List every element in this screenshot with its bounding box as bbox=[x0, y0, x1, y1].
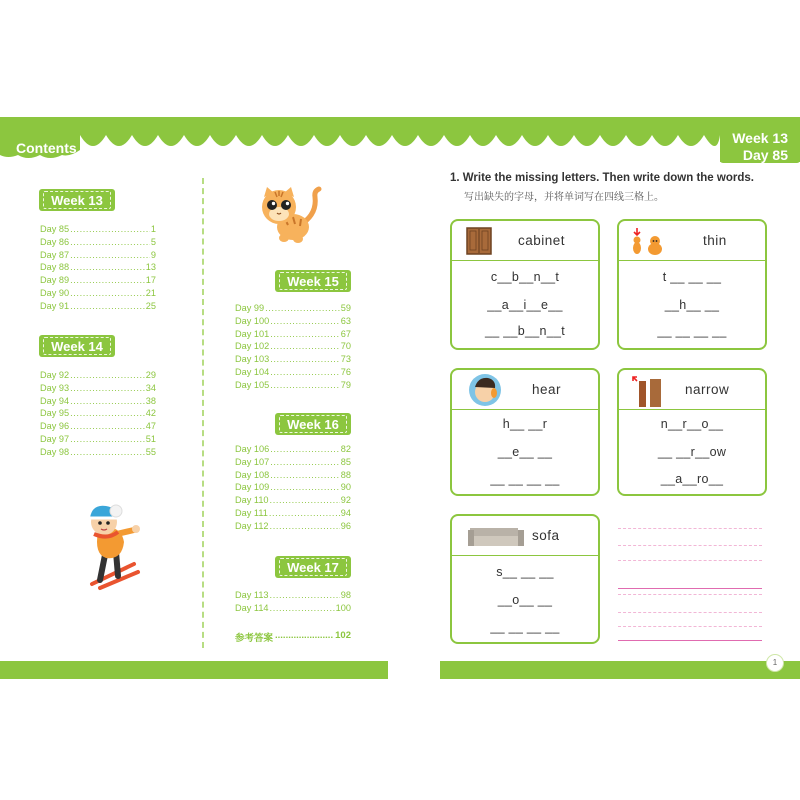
toc-entry bbox=[40, 434, 156, 447]
card-line-2: __h__ __ bbox=[664, 298, 720, 312]
toc-entry bbox=[40, 237, 156, 250]
toc-leader bbox=[270, 444, 340, 454]
toc-entry bbox=[40, 370, 156, 383]
tiger-icon bbox=[255, 183, 327, 245]
word-card-cabinet bbox=[450, 219, 600, 350]
toc-leader bbox=[70, 224, 150, 234]
toc-leader bbox=[265, 303, 340, 313]
toc-entry bbox=[40, 262, 156, 275]
card-line-3: __a__ro__ bbox=[660, 472, 724, 486]
toc-leader bbox=[70, 447, 145, 457]
word-card-thin bbox=[617, 219, 767, 350]
toc-entry bbox=[235, 470, 351, 483]
toc-day: Day 114 bbox=[235, 602, 269, 613]
toc-leader bbox=[269, 508, 340, 518]
card-word: sofa bbox=[532, 528, 560, 543]
toc-entry bbox=[235, 367, 351, 380]
toc-day: Day 106 bbox=[235, 444, 270, 454]
week17-badge: Week 17 bbox=[275, 556, 351, 578]
toc-page: 55 bbox=[145, 446, 156, 457]
toc-entry bbox=[40, 408, 156, 421]
week16-badge: Week 16 bbox=[275, 413, 351, 435]
toc-leader bbox=[270, 590, 340, 600]
toc-page: 73 bbox=[340, 354, 351, 365]
card-line-3: __ __ __ __ bbox=[490, 472, 560, 486]
toc-page: 51 bbox=[145, 433, 156, 444]
toc-day: Day 103 bbox=[235, 354, 270, 365]
toc-leader bbox=[70, 434, 145, 444]
toc-day: Day 95 bbox=[40, 408, 70, 419]
toc-page: 25 bbox=[145, 300, 156, 311]
toc-entry bbox=[235, 495, 351, 508]
toc-page: 59 bbox=[340, 303, 351, 313]
toc-day: Day 113 bbox=[235, 590, 269, 600]
week14-list bbox=[40, 370, 156, 460]
toc-day: Day 89 bbox=[40, 275, 70, 286]
toc-entry bbox=[235, 457, 351, 470]
column-divider bbox=[202, 178, 204, 648]
toc-entry bbox=[40, 383, 156, 396]
toc-leader bbox=[270, 470, 340, 480]
toc-page: 38 bbox=[145, 395, 156, 406]
toc-day: Day 105 bbox=[235, 379, 270, 390]
card-line-3: __ __ __ __ bbox=[490, 620, 560, 634]
toc-page: 1 bbox=[150, 224, 156, 234]
toc-page: 47 bbox=[145, 421, 156, 432]
contents-title: Contents bbox=[16, 140, 77, 156]
week17-list bbox=[235, 590, 351, 616]
toc-leader bbox=[70, 262, 145, 272]
toc-page: 42 bbox=[145, 408, 156, 419]
week15-badge: Week 15 bbox=[275, 270, 351, 292]
card-line-3: __ __ __ __ bbox=[657, 324, 727, 338]
toc-leader bbox=[70, 396, 145, 406]
hearing-child-icon bbox=[468, 373, 502, 407]
toc-day: Day 94 bbox=[40, 395, 70, 406]
toc-entry bbox=[40, 421, 156, 434]
week14-badge: Week 14 bbox=[39, 335, 115, 357]
toc-leader bbox=[270, 367, 340, 377]
exercise-subtitle: 写出缺失的字母，并将单词写在四线三格上。 bbox=[464, 192, 664, 203]
toc-entry bbox=[235, 444, 351, 457]
toc-entry bbox=[40, 301, 156, 314]
toc-leader bbox=[70, 421, 145, 431]
toc-day: Day 96 bbox=[40, 421, 70, 432]
toc-day: Day 107 bbox=[235, 456, 270, 467]
toc-day: Day 98 bbox=[40, 446, 70, 457]
toc-page: 5 bbox=[150, 236, 156, 247]
cabinet-icon bbox=[464, 226, 494, 256]
page-gutter bbox=[388, 661, 440, 679]
toc-page: 21 bbox=[145, 287, 156, 298]
toc-page: 79 bbox=[340, 379, 351, 390]
week13-badge: Week 13 bbox=[39, 189, 115, 211]
toc-page: 92 bbox=[340, 495, 351, 506]
toc-day: Day 111 bbox=[235, 507, 268, 518]
toc-day: Day 104 bbox=[235, 366, 270, 377]
toc-entry bbox=[40, 250, 156, 263]
toc-entry bbox=[235, 380, 351, 393]
toc-day: Day 102 bbox=[235, 341, 270, 352]
toc-leader bbox=[70, 383, 145, 393]
toc-leader bbox=[270, 603, 335, 613]
toc-entry bbox=[40, 288, 156, 301]
toc-entry bbox=[235, 603, 351, 616]
toc-leader bbox=[270, 341, 340, 351]
card-word: hear bbox=[532, 382, 562, 397]
word-card-sofa bbox=[450, 514, 600, 644]
toc-page: 9 bbox=[150, 249, 156, 260]
week16-list bbox=[235, 444, 351, 534]
toc-entry bbox=[235, 508, 351, 521]
toc-entry bbox=[235, 341, 351, 354]
card-line-2: __e__ __ bbox=[497, 445, 553, 459]
sofa-icon bbox=[466, 522, 526, 552]
toc-day: Day 109 bbox=[235, 482, 270, 493]
toc-page: 63 bbox=[340, 315, 351, 326]
word-card-hear bbox=[450, 368, 600, 496]
toc-leader bbox=[270, 316, 340, 326]
card-line-3: __ __b__n__t bbox=[484, 324, 566, 338]
toc-leader bbox=[270, 482, 340, 492]
toc-leader bbox=[270, 354, 340, 364]
toc-page: 100 bbox=[335, 602, 351, 613]
toc-entry bbox=[40, 396, 156, 409]
toc-leader bbox=[70, 370, 145, 380]
toc-page: 90 bbox=[340, 482, 351, 493]
toc-day: Day 100 bbox=[235, 315, 270, 326]
toc-page: 34 bbox=[145, 382, 156, 393]
toc-page: 67 bbox=[340, 328, 351, 339]
toc-day: Day 97 bbox=[40, 433, 70, 444]
toc-day: Day 101 bbox=[235, 328, 270, 339]
skier-kid-icon bbox=[78, 502, 146, 592]
toc-entry bbox=[235, 316, 351, 329]
toc-day: Day 88 bbox=[40, 262, 70, 273]
card-line-1: c__b__n__t bbox=[490, 270, 560, 284]
toc-leader bbox=[270, 380, 340, 390]
week15-list bbox=[235, 303, 351, 393]
toc-page: 96 bbox=[340, 520, 351, 531]
week-label: Week 13 bbox=[732, 130, 788, 146]
toc-day: Day 91 bbox=[40, 300, 70, 311]
toc-day: Day 112 bbox=[235, 520, 269, 531]
toc-day: Day 86 bbox=[40, 236, 70, 247]
card-word: thin bbox=[703, 233, 727, 248]
toc-page: 88 bbox=[340, 469, 351, 480]
exercise-title: 1. Write the missing letters. Then write down the words. bbox=[450, 172, 754, 184]
toc-day: Day 90 bbox=[40, 287, 70, 298]
week-day-tag bbox=[732, 130, 788, 164]
toc-entry bbox=[235, 482, 351, 495]
card-line-2: __ __r__ow bbox=[657, 445, 727, 459]
toc-entry bbox=[40, 447, 156, 460]
toc-entry bbox=[40, 224, 156, 237]
top-banner bbox=[0, 117, 800, 167]
card-line-1: s__ __ __ bbox=[496, 565, 554, 579]
answers-entry: 参考答案 ..... 102 bbox=[235, 630, 351, 644]
toc-leader bbox=[70, 288, 145, 298]
toc-page: 29 bbox=[145, 370, 156, 380]
toc-leader bbox=[70, 237, 150, 247]
card-line-2: __a__i__e__ bbox=[487, 298, 563, 312]
toc-leader bbox=[270, 329, 340, 339]
card-line-1: n__r__o__ bbox=[660, 417, 724, 431]
toc-day: Day 110 bbox=[235, 495, 269, 506]
toc-page: 17 bbox=[145, 275, 156, 286]
week13-list bbox=[40, 224, 156, 314]
toc-day: Day 87 bbox=[40, 249, 70, 260]
card-word: narrow bbox=[685, 382, 730, 397]
card-word: cabinet bbox=[518, 233, 566, 248]
toc-leader bbox=[70, 250, 150, 260]
toc-entry bbox=[235, 303, 351, 316]
word-card-narrow bbox=[617, 368, 767, 496]
toc-day: Day 85 bbox=[40, 224, 70, 234]
toc-page: 13 bbox=[145, 262, 156, 273]
toc-day: Day 92 bbox=[40, 370, 70, 380]
card-line-2: __o__ __ bbox=[497, 593, 553, 607]
page-number: 1 bbox=[766, 654, 784, 672]
toc-entry bbox=[235, 329, 351, 342]
toc-entry bbox=[235, 354, 351, 367]
toc-day: Day 99 bbox=[235, 303, 265, 313]
day-label: Day 85 bbox=[742, 147, 788, 163]
card-line-1: h__ __r bbox=[502, 417, 548, 431]
toc-page: 82 bbox=[340, 444, 351, 454]
toc-page: 85 bbox=[340, 456, 351, 467]
toc-page: 76 bbox=[340, 366, 351, 377]
toc-day: Day 108 bbox=[235, 469, 270, 480]
toc-entry bbox=[235, 590, 351, 603]
toc-page: 98 bbox=[340, 590, 351, 600]
narrow-doors-icon bbox=[631, 375, 663, 409]
toc-leader bbox=[270, 521, 340, 531]
toc-entry bbox=[40, 275, 156, 288]
toc-day: Day 93 bbox=[40, 382, 70, 393]
toc-leader bbox=[270, 457, 340, 467]
toc-leader bbox=[70, 275, 145, 285]
card-line-1: t __ __ __ bbox=[662, 270, 722, 284]
thin-cats-icon bbox=[631, 226, 665, 258]
toc-leader bbox=[70, 408, 145, 418]
toc-page: 94 bbox=[340, 507, 351, 518]
toc-page: 70 bbox=[340, 341, 351, 352]
toc-entry bbox=[235, 521, 351, 534]
toc-leader bbox=[70, 301, 145, 311]
toc-leader bbox=[270, 495, 340, 505]
